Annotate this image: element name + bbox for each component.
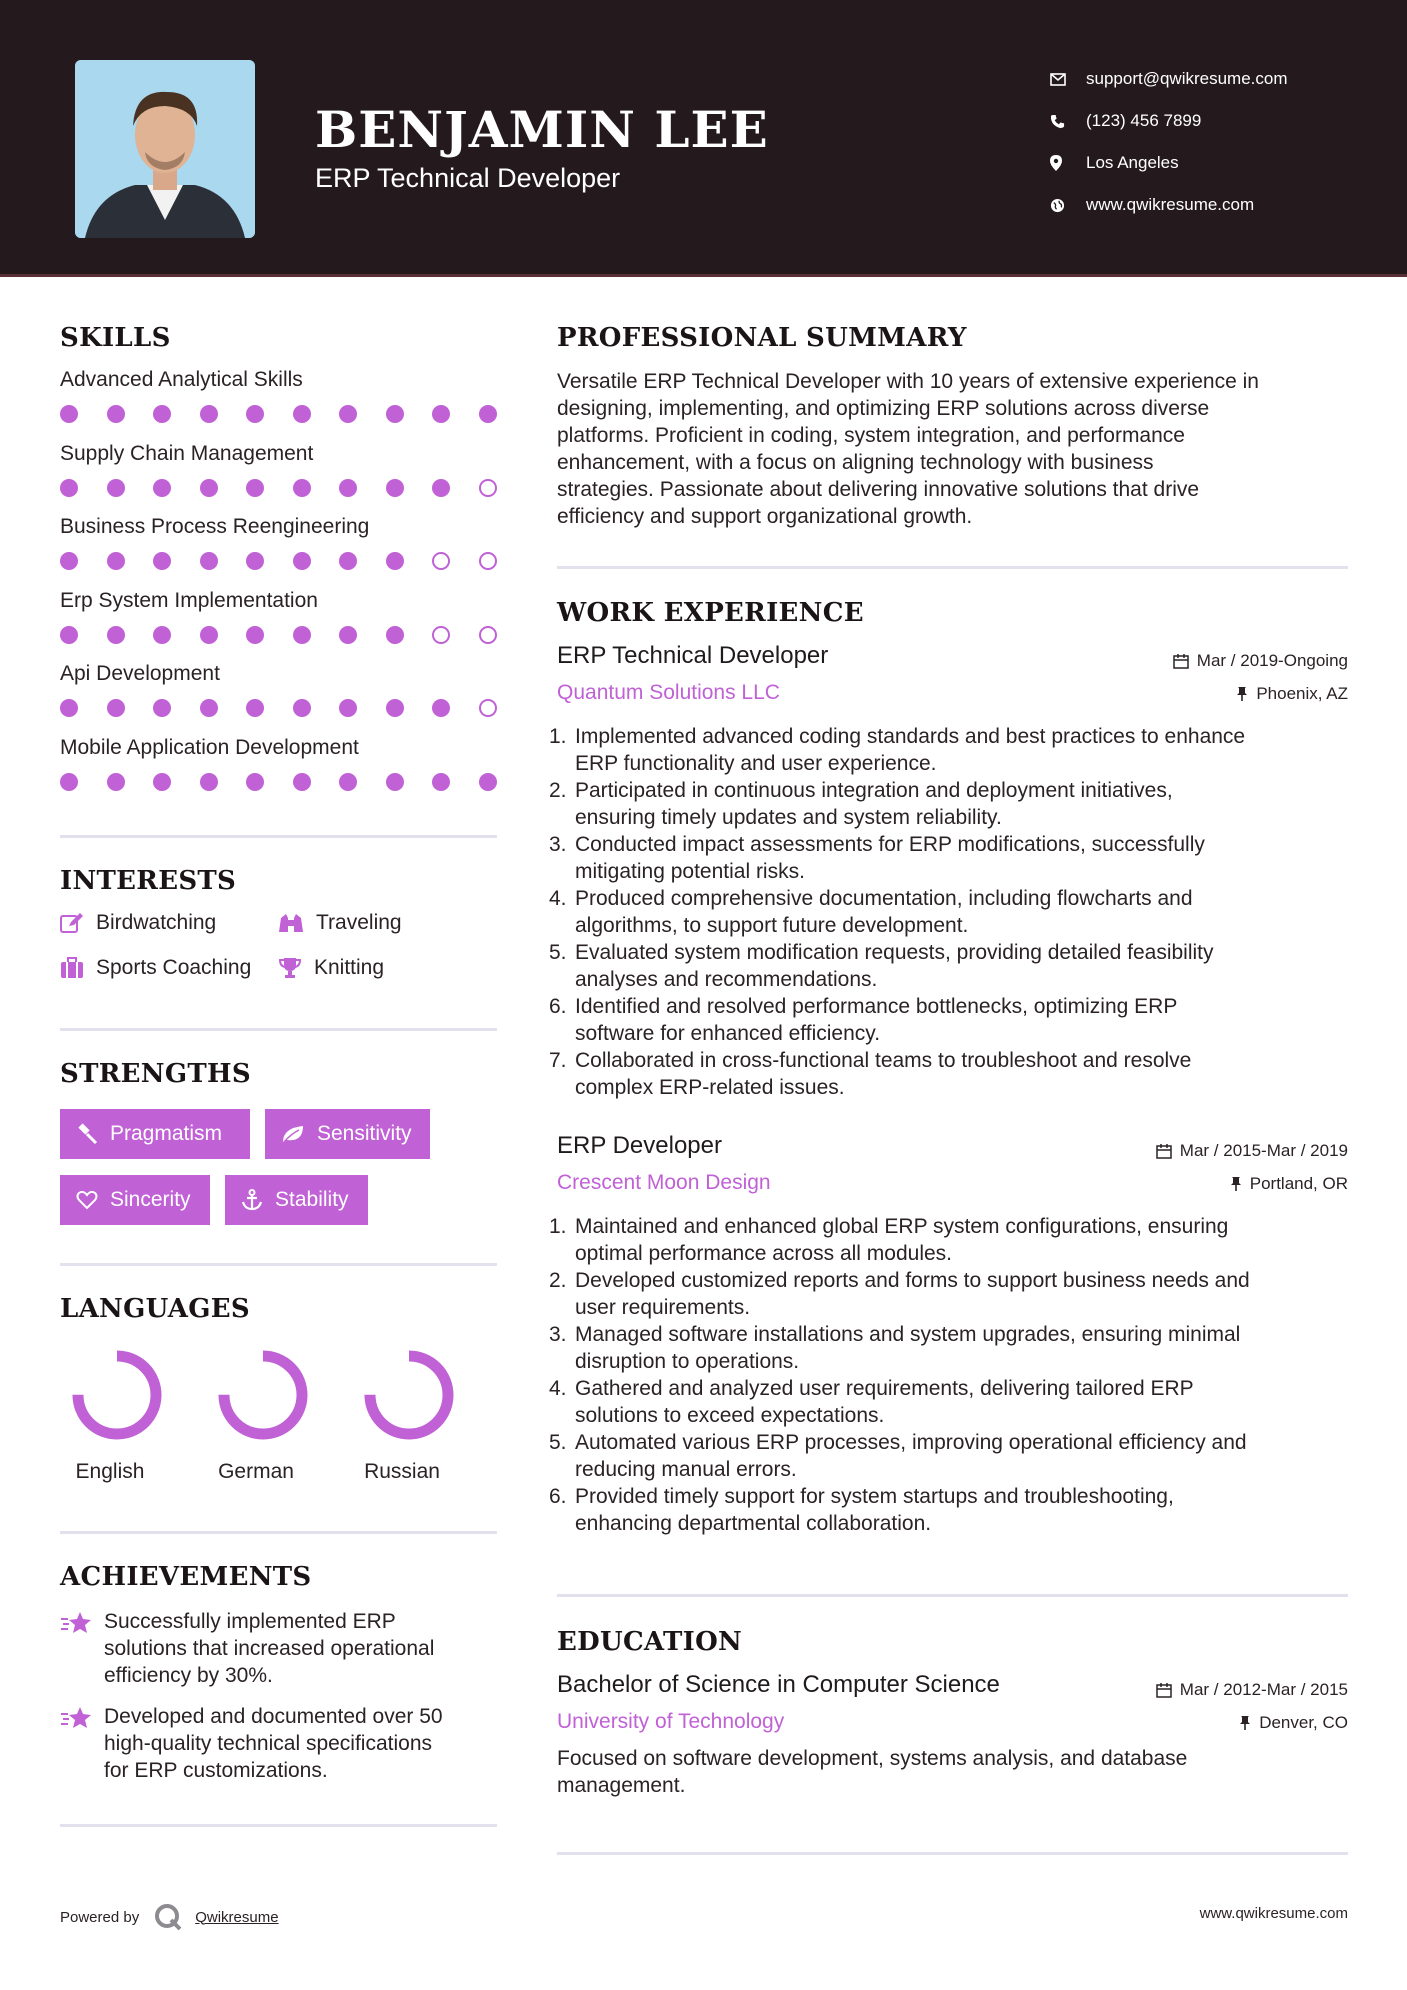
- education-date: [1156, 1680, 1348, 1700]
- language-progress-arc: [370, 1356, 448, 1434]
- bullet-line: Developed customized reports and forms to support business needs and: [575, 1269, 1250, 1292]
- bullet-line: optimal performance across all modules.: [575, 1242, 952, 1265]
- job-bullet: [549, 777, 1357, 831]
- summary-line: designing, implementing, and optimizing ERP solutions across diverse: [557, 397, 1210, 420]
- job-bullet: [549, 1047, 1357, 1101]
- interest-item: [60, 956, 251, 980]
- star-icon: [60, 1706, 92, 1730]
- rating-dot-filled: [293, 626, 311, 644]
- rating-dot-empty: [432, 552, 450, 570]
- anchor-icon: [241, 1189, 263, 1211]
- rating-dot-filled: [153, 773, 171, 791]
- achievement-line: solutions that increased operational: [104, 1637, 435, 1660]
- binoculars-icon: [278, 912, 304, 934]
- contact-list: [1050, 58, 1370, 226]
- rating-dot-filled: [153, 552, 171, 570]
- rating-dot-filled: [479, 773, 497, 791]
- job-bullet: [549, 1321, 1357, 1375]
- rating-dot-filled: [386, 699, 404, 717]
- skill-rating: [60, 699, 500, 719]
- rating-dot-filled: [60, 479, 78, 497]
- rating-dot-filled: [293, 405, 311, 423]
- rating-dot-filled: [153, 405, 171, 423]
- rating-dot-filled: [246, 626, 264, 644]
- job-location-text: Phoenix, AZ: [1256, 684, 1348, 703]
- rating-dot-empty: [479, 479, 497, 497]
- strengths-heading: STRENGTHS: [60, 1059, 251, 1089]
- bullet-line: Produced comprehensive documentation, including flowcharts and: [575, 887, 1193, 910]
- language-ring: [62, 1345, 172, 1450]
- strength-badge: [265, 1109, 430, 1159]
- bullet-number: 2.: [549, 779, 567, 802]
- rating-dot-filled: [339, 773, 357, 791]
- bullet-line: Gathered and analyzed user requirements, delivering tailored ERP: [575, 1377, 1194, 1400]
- achievements-heading: ACHIEVEMENTS: [60, 1562, 312, 1592]
- bullet-line: Implemented advanced coding standards and best practices to enhance: [575, 725, 1246, 748]
- job-bullet: [549, 1267, 1357, 1321]
- leaf-icon: [281, 1124, 305, 1144]
- skill-rating: [60, 773, 500, 793]
- job-location: [1236, 684, 1348, 704]
- interests-heading: INTERESTS: [60, 866, 237, 896]
- contact-email-text: support@qwikresume.com: [1086, 69, 1288, 88]
- education-location-text: Denver, CO: [1259, 1713, 1348, 1732]
- section-divider: [60, 1531, 497, 1534]
- rating-dot-empty: [479, 626, 497, 644]
- heart-icon: [76, 1190, 98, 1210]
- contact-website[interactable]: [1050, 184, 1370, 226]
- skill-name: Erp System Implementation: [60, 588, 318, 612]
- achievement-line: Successfully implemented ERP: [104, 1610, 396, 1633]
- rating-dot-filled: [107, 405, 125, 423]
- section-divider: [60, 1824, 497, 1827]
- brand-link[interactable]: Qwikresume: [195, 1908, 279, 1926]
- achievement-line: for ERP customizations.: [104, 1759, 328, 1782]
- job-bullets: [549, 723, 1357, 1101]
- summary-line: strategies. Passionate about delivering innovative solutions that drive: [557, 478, 1200, 501]
- rating-dot-filled: [107, 479, 125, 497]
- rating-dot-filled: [246, 479, 264, 497]
- bullet-line: algorithms, to support future development.: [575, 914, 969, 937]
- section-divider: [557, 1852, 1348, 1855]
- rating-dot-filled: [432, 405, 450, 423]
- rating-dot-filled: [153, 626, 171, 644]
- star-icon: [60, 1611, 92, 1635]
- interest-item: [278, 911, 402, 935]
- calendar-icon: [1156, 1682, 1172, 1698]
- language-ring: [354, 1345, 464, 1450]
- language-label: German: [218, 1460, 294, 1483]
- pencil-icon: [60, 912, 84, 934]
- job-role: ERP Developer: [557, 1132, 722, 1159]
- rating-dot-empty: [479, 699, 497, 717]
- summary-line: efficiency and support organizational growth.: [557, 505, 973, 528]
- summary-line: enhancement, with a focus on aligning technology with business: [557, 451, 1154, 474]
- contact-location-text: Los Angeles: [1086, 153, 1179, 172]
- job-company: Quantum Solutions LLC: [557, 681, 780, 704]
- bullet-line: Identified and resolved performance bottlenecks, optimizing ERP: [575, 995, 1178, 1018]
- bullet-number: 5.: [549, 1431, 567, 1454]
- interest-label: Birdwatching: [96, 911, 217, 934]
- language-label: Russian: [364, 1460, 440, 1483]
- rating-dot-filled: [339, 479, 357, 497]
- skill-rating: [60, 552, 500, 572]
- rating-dot-filled: [60, 773, 78, 791]
- strength-badge: [60, 1109, 250, 1159]
- job-date: [1173, 651, 1348, 671]
- section-divider: [60, 835, 497, 838]
- rating-dot-filled: [153, 479, 171, 497]
- experience-heading: WORK EXPERIENCE: [557, 598, 864, 628]
- contact-location: [1050, 142, 1370, 184]
- skill-name: Api Development: [60, 662, 220, 685]
- skills-heading: SKILLS: [60, 323, 171, 353]
- rating-dot-filled: [293, 552, 311, 570]
- bullet-number: 1.: [549, 1215, 567, 1238]
- pushpin-icon: [1239, 1715, 1251, 1731]
- bullet-number: 6.: [549, 995, 567, 1018]
- rating-dot-filled: [60, 405, 78, 423]
- section-divider: [60, 1028, 497, 1031]
- interest-item: [60, 911, 216, 935]
- rating-dot-filled: [339, 626, 357, 644]
- rating-dot-filled: [432, 699, 450, 717]
- education-location: [1239, 1713, 1348, 1733]
- bullet-line: ERP functionality and user experience.: [575, 752, 937, 775]
- rating-dot-filled: [200, 773, 218, 791]
- education-school: University of Technology: [557, 1710, 785, 1733]
- contact-email[interactable]: [1050, 58, 1370, 100]
- job-date-text: Mar / 2015-Mar / 2019: [1179, 1141, 1348, 1160]
- candidate-title: ERP Technical Developer: [315, 163, 621, 193]
- rating-dot-filled: [339, 552, 357, 570]
- rating-dot-filled: [200, 699, 218, 717]
- rating-dot-filled: [246, 405, 264, 423]
- education-line: Focused on software development, systems analysis, and database: [557, 1747, 1188, 1770]
- bullet-line: Provided timely support for system startups and troubleshooting,: [575, 1485, 1174, 1508]
- pushpin-icon: [1236, 686, 1248, 702]
- qwikresume-logo-icon: [153, 1902, 183, 1932]
- language-ring: [208, 1345, 318, 1450]
- rating-dot-filled: [339, 405, 357, 423]
- rating-dot-filled: [60, 699, 78, 717]
- phone-icon: [1050, 114, 1086, 129]
- strength-badge: [225, 1175, 368, 1225]
- rating-dot-filled: [107, 699, 125, 717]
- calendar-icon: [1156, 1143, 1172, 1159]
- contact-phone-text: (123) 456 7899: [1086, 111, 1202, 130]
- education-description: [557, 1745, 1357, 1799]
- bullet-line: ensuring timely updates and system reliability.: [575, 806, 1002, 829]
- bullet-line: disruption to operations.: [575, 1350, 800, 1373]
- bullet-line: solutions to exceed expectations.: [575, 1404, 885, 1427]
- contact-website-text: www.qwikresume.com: [1086, 195, 1255, 214]
- bullet-line: Managed software installations and system upgrades, ensuring minimal: [575, 1323, 1241, 1346]
- bullet-line: mitigating potential risks.: [575, 860, 805, 883]
- bullet-line: enhancing departmental collaboration.: [575, 1512, 932, 1535]
- summary-line: platforms. Proficient in coding, system integration, and performance: [557, 424, 1185, 447]
- rating-dot-filled: [246, 773, 264, 791]
- summary-text: [557, 368, 1357, 530]
- job-date: [1156, 1141, 1348, 1161]
- summary-heading: PROFESSIONAL SUMMARY: [557, 323, 967, 353]
- rating-dot-filled: [200, 626, 218, 644]
- rating-dot-filled: [107, 552, 125, 570]
- footer-powered-by: [60, 1902, 279, 1932]
- education-heading: EDUCATION: [557, 1627, 743, 1657]
- job-bullet: [549, 1213, 1357, 1267]
- rating-dot-filled: [293, 479, 311, 497]
- rating-dot-filled: [60, 552, 78, 570]
- profile-photo: [75, 60, 255, 238]
- rating-dot-filled: [107, 773, 125, 791]
- skill-name: Business Process Reengineering: [60, 515, 370, 538]
- location-pin-icon: [1050, 155, 1086, 171]
- education-line: management.: [557, 1774, 686, 1797]
- bullet-line: complex ERP-related issues.: [575, 1076, 845, 1099]
- rating-dot-filled: [386, 405, 404, 423]
- section-divider: [557, 1594, 1348, 1597]
- briefcase-icon: [60, 957, 84, 979]
- job-bullet: [549, 993, 1357, 1047]
- achievement-line: efficiency by 30%.: [104, 1664, 273, 1687]
- bullet-number: 4.: [549, 1377, 567, 1400]
- rating-dot-empty: [432, 626, 450, 644]
- skill-name: Supply Chain Management: [60, 441, 314, 465]
- footer-url[interactable]: www.qwikresume.com: [1199, 1905, 1348, 1922]
- rating-dot-filled: [386, 626, 404, 644]
- job-bullet: [549, 831, 1357, 885]
- bullet-line: Collaborated in cross-functional teams to troubleshoot and resolve: [575, 1049, 1192, 1072]
- rating-dot-filled: [107, 626, 125, 644]
- job-location: [1230, 1174, 1348, 1194]
- bullet-line: Conducted impact assessments for ERP modifications, successfully: [575, 833, 1205, 856]
- rating-dot-filled: [432, 773, 450, 791]
- bullet-line: Maintained and enhanced global ERP system configurations, ensuring: [575, 1215, 1229, 1238]
- strength-label: Sincerity: [110, 1188, 191, 1211]
- rating-dot-filled: [386, 479, 404, 497]
- rating-dot-filled: [293, 773, 311, 791]
- bullet-number: 7.: [549, 1049, 567, 1072]
- rating-dot-empty: [479, 552, 497, 570]
- rating-dot-filled: [60, 626, 78, 644]
- rating-dot-filled: [386, 552, 404, 570]
- rating-dot-filled: [200, 552, 218, 570]
- bullet-line: Evaluated system modification requests, providing detailed feasibility: [575, 941, 1214, 964]
- rating-dot-filled: [200, 479, 218, 497]
- skill-name: Mobile Application Development: [60, 735, 359, 759]
- bullet-line: Automated various ERP processes, improving operational efficiency and: [575, 1431, 1247, 1454]
- bullet-line: reducing manual errors.: [575, 1458, 797, 1481]
- candidate-name: BENJAMIN LEE: [315, 100, 769, 159]
- interest-item: [278, 956, 384, 980]
- strength-label: Sensitivity: [317, 1122, 412, 1145]
- interest-label: Knitting: [314, 956, 385, 979]
- rating-dot-filled: [339, 699, 357, 717]
- rating-dot-filled: [386, 773, 404, 791]
- bullet-line: software for enhanced efficiency.: [575, 1022, 881, 1045]
- powered-by-text: Powered by: [60, 1908, 140, 1926]
- job-company: Crescent Moon Design: [557, 1171, 771, 1194]
- trophy-icon: [278, 957, 302, 979]
- bullet-number: 3.: [549, 833, 567, 856]
- contact-phone[interactable]: [1050, 100, 1370, 142]
- skill-rating: [60, 479, 500, 499]
- strength-label: Pragmatism: [110, 1122, 223, 1145]
- skill-rating: [60, 405, 500, 425]
- rating-dot-filled: [246, 699, 264, 717]
- envelope-icon: [1050, 73, 1086, 86]
- job-bullet: [549, 1375, 1357, 1429]
- bullet-number: 1.: [549, 725, 567, 748]
- strength-label: Stability: [275, 1188, 349, 1211]
- bullet-number: 4.: [549, 887, 567, 910]
- language-progress-arc: [224, 1356, 302, 1434]
- languages-heading: LANGUAGES: [60, 1294, 250, 1324]
- rating-dot-filled: [200, 405, 218, 423]
- gavel-icon: [76, 1123, 98, 1145]
- pushpin-icon: [1230, 1176, 1242, 1192]
- bullet-number: 6.: [549, 1485, 567, 1508]
- job-bullet: [549, 885, 1357, 939]
- achievement-line: high-quality technical specifications: [104, 1732, 433, 1755]
- language-label: English: [75, 1460, 145, 1483]
- job-bullet: [549, 1483, 1357, 1537]
- rating-dot-filled: [246, 552, 264, 570]
- strength-badge: [60, 1175, 210, 1225]
- education-degree: Bachelor of Science in Computer Science: [557, 1671, 1000, 1698]
- bullet-line: user requirements.: [575, 1296, 751, 1319]
- language-progress-arc: [78, 1356, 156, 1434]
- bullet-line: Participated in continuous integration and deployment initiatives,: [575, 779, 1173, 802]
- job-bullet: [549, 723, 1357, 777]
- job-bullet: [549, 939, 1357, 993]
- job-role: ERP Technical Developer: [557, 642, 829, 669]
- rating-dot-filled: [153, 699, 171, 717]
- section-divider: [557, 566, 1348, 569]
- bullet-number: 5.: [549, 941, 567, 964]
- header-divider: [0, 274, 1407, 277]
- skill-name: Advanced Analytical Skills: [60, 368, 303, 391]
- bullet-number: 3.: [549, 1323, 567, 1346]
- achievement-line: Developed and documented over 50: [104, 1705, 443, 1728]
- bullet-line: analyses and recommendations.: [575, 968, 878, 991]
- rating-dot-filled: [432, 479, 450, 497]
- summary-line: Versatile ERP Technical Developer with 10 years of extensive experience in: [557, 370, 1259, 393]
- job-date-text: Mar / 2019-Ongoing: [1196, 651, 1348, 670]
- globe-icon: [1050, 198, 1086, 213]
- calendar-icon: [1173, 653, 1189, 669]
- skill-rating: [60, 626, 500, 646]
- job-bullet: [549, 1429, 1357, 1483]
- bullet-number: 2.: [549, 1269, 567, 1292]
- job-bullets: [549, 1213, 1357, 1537]
- interest-label: Traveling: [316, 911, 402, 934]
- interest-label: Sports Coaching: [96, 956, 252, 979]
- rating-dot-filled: [293, 699, 311, 717]
- rating-dot-filled: [479, 405, 497, 423]
- job-location-text: Portland, OR: [1249, 1174, 1348, 1193]
- education-date-text: Mar / 2012-Mar / 2015: [1179, 1680, 1348, 1699]
- section-divider: [60, 1263, 497, 1266]
- resume-header: [0, 0, 1407, 276]
